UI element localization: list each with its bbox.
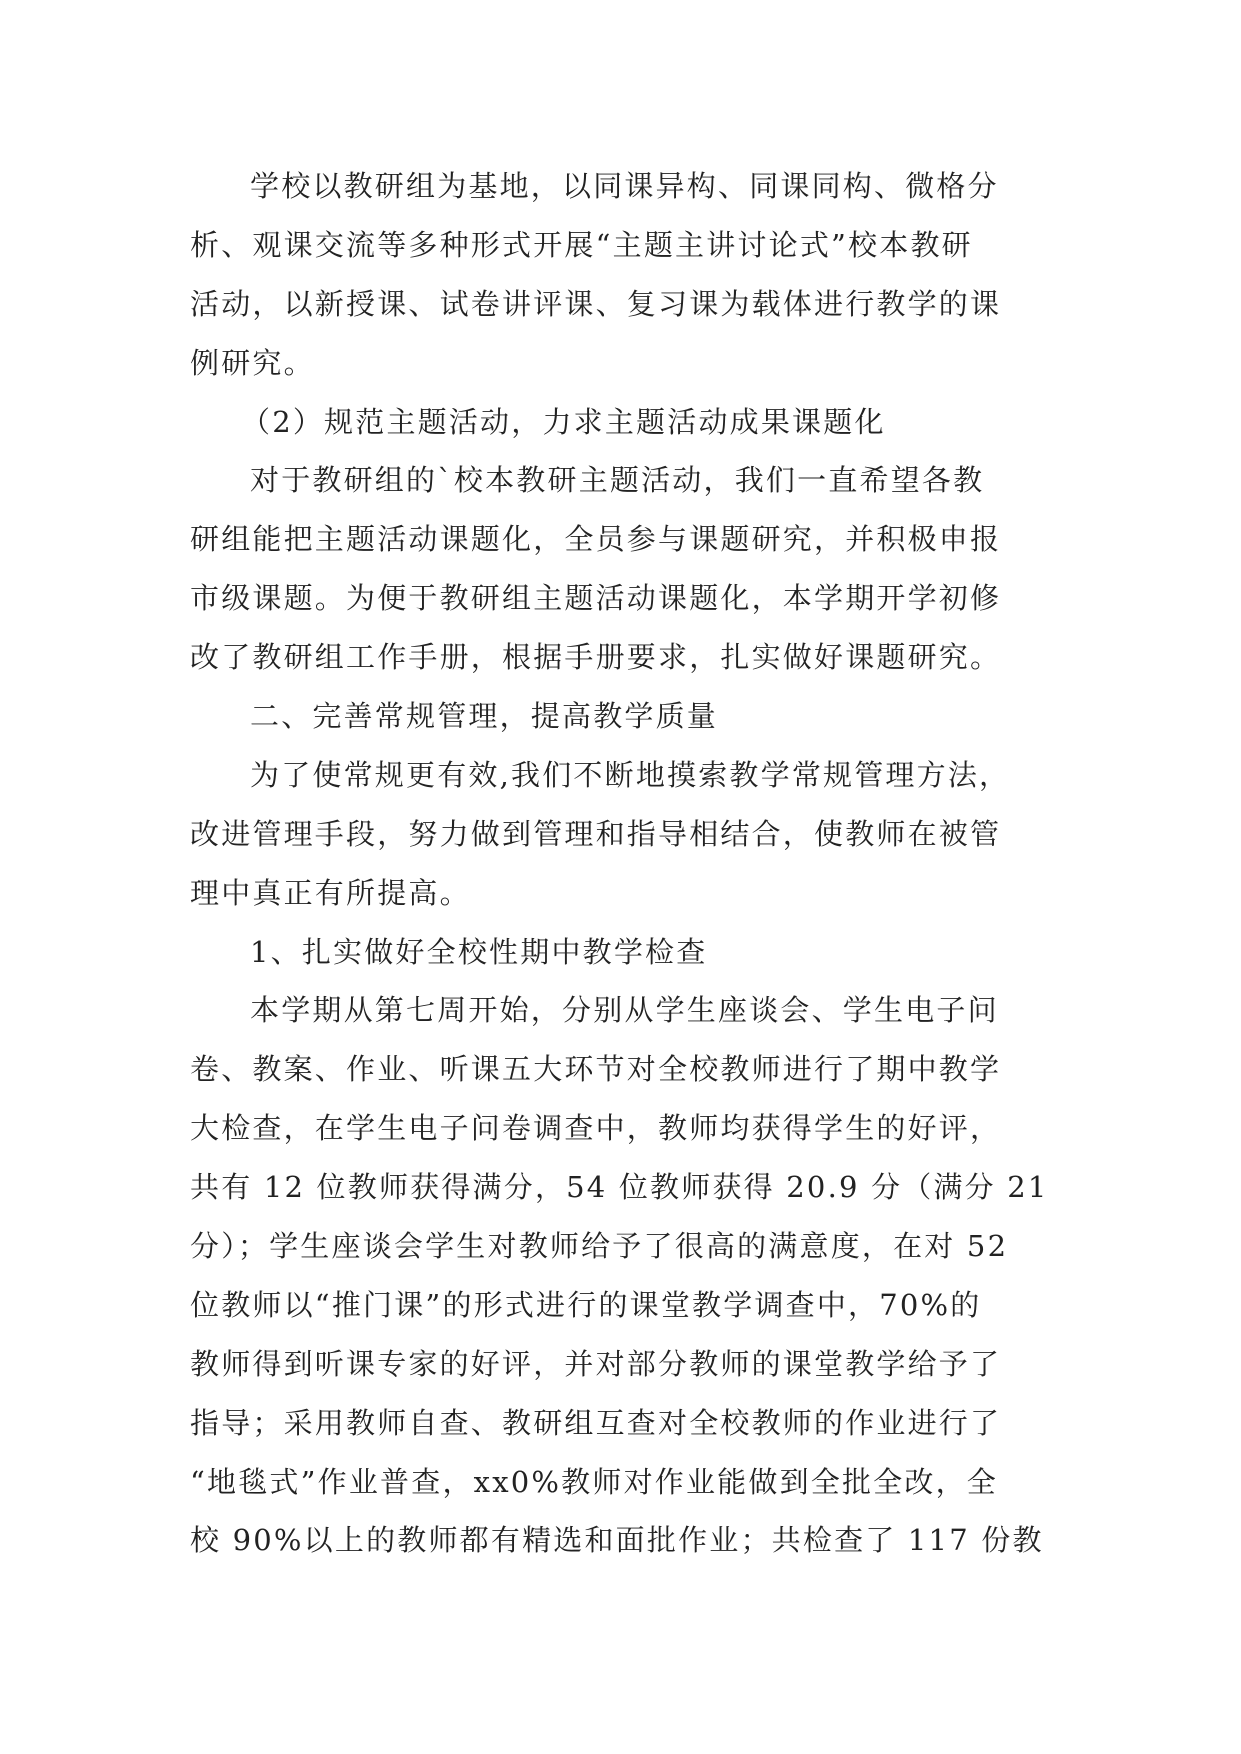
- paragraph-line: 例研究。: [190, 345, 315, 380]
- paragraph-line: 卷、教案、作业、听课五大环节对全校教师进行了期中教学: [190, 1052, 1002, 1087]
- paragraph-line: 分）；学生座谈会学生对教师给予了很高的满意度，在对 52: [190, 1229, 1009, 1264]
- paragraph-line: 学校以教研组为基地，以同课异构、同课同构、微格分: [250, 169, 999, 203]
- document-body: [190, 157, 1070, 1570]
- paragraph-line: “地毯式”作业普查，xx0%教师对作业能做到全批全改，全: [190, 1464, 998, 1499]
- paragraph-line: 本学期从第七周开始，分别从学生座谈会、学生电子问: [250, 993, 999, 1028]
- paragraph-line: 校 90%以上的教师都有精选和面批作业；共检查了 117 份教: [190, 1523, 1044, 1558]
- paragraph-line: 改了教研组工作手册，根据手册要求，扎实做好课题研究。: [190, 640, 1002, 675]
- paragraph-line: 市级课题。为便于教研组主题活动课题化，本学期开学初修: [190, 581, 1002, 616]
- paragraph-line: 对于教研组的`校本教研主题活动，我们一直希望各教: [250, 463, 985, 498]
- section-heading: 1、扎实做好全校性期中教学检查: [250, 934, 708, 969]
- section-heading: 二、完善常规管理，提高教学质量: [250, 699, 719, 734]
- paragraph-line: 指导；采用教师自查、教研组互查对全校教师的作业进行了: [190, 1405, 1002, 1440]
- paragraph-line: 为了使常规更有效,我们不断地摸索教学常规管理方法，: [250, 757, 1011, 792]
- section-heading: （2）规范主题活动，力求主题活动成果课题化: [241, 404, 886, 439]
- paragraph-line: 理中真正有所提高。: [190, 875, 471, 910]
- paragraph-line: 位教师以“推门课”的形式进行的课堂教学调查中，70%的: [190, 1287, 982, 1322]
- paragraph-line: 教师得到听课专家的好评，并对部分教师的课堂教学给予了: [190, 1346, 1002, 1381]
- paragraph-line: 活动，以新授课、试卷讲评课、复习课为载体进行教学的课: [190, 286, 1002, 321]
- paragraph-line: 共有 12 位教师获得满分，54 位教师获得 20.9 分（满分 21: [190, 1170, 1049, 1205]
- paragraph-line: 研组能把主题活动课题化，全员参与课题研究，并积极申报: [190, 522, 1002, 557]
- paragraph-line: 析、观课交流等多种形式开展“主题主讲讨论式”校本教研: [190, 227, 973, 262]
- paragraph-line: 改进管理手段，努力做到管理和指导相结合，使教师在被管: [190, 816, 1002, 851]
- paragraph-line: 大检查，在学生电子问卷调查中，教师均获得学生的好评，: [190, 1111, 1002, 1146]
